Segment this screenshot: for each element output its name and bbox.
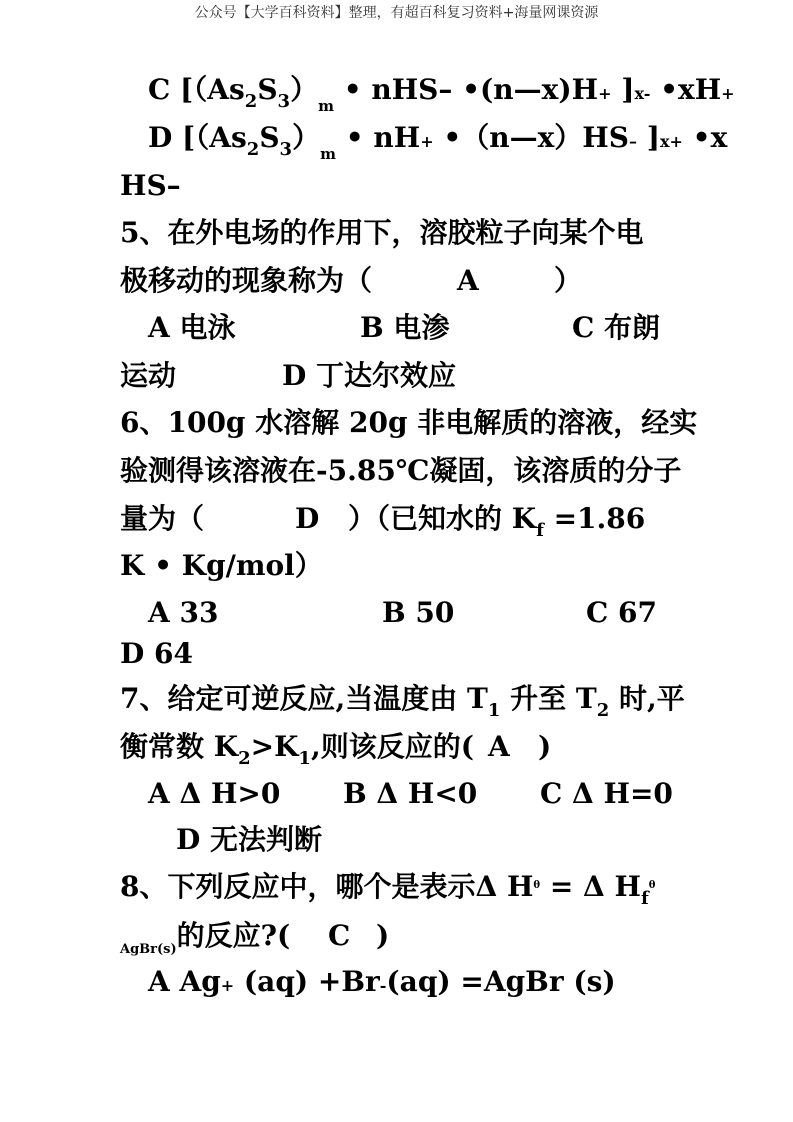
q6-answer: D [295, 502, 320, 535]
q5-line4: 运动 [120, 359, 177, 392]
q8-line2: $_{AgBr(s)}$的反应?( [120, 919, 291, 957]
q7-option-b: B Δ H<0 [343, 777, 478, 810]
q7-line1: 7、给定可逆反应,当温度由 $T_1$ 升至 $T_2$ 时,平 [120, 682, 685, 721]
q6-line2: 验测得该溶液在-5.85℃凝固，该溶质的分子 [120, 454, 682, 487]
q6-option-b: B 50 [382, 596, 455, 629]
q8-answer: C [328, 919, 351, 952]
q8-close: ) [376, 919, 390, 952]
q8-line1: 8、下列反应中，哪个是表示Δ $H^\theta = \Delta$ $H_f^\theta$ [120, 870, 656, 909]
option-c-formula: C [$(As_2S_3)_m$ • nHS– •(n—x)H+ ]x- •xH+ [148, 73, 735, 115]
q7-option-a: A Δ H>0 [148, 777, 281, 810]
q6-line1: 6、100g 水溶解 20g 非电解质的溶液，经实 [120, 406, 698, 439]
q5-line2: 极移动的现象称为（ [120, 264, 373, 297]
q8-option-a: A Ag+ (aq) +Br-(aq) =AgBr (s) [148, 965, 616, 998]
option-d-formula: D [$(As_2S_3)_m$ • nH+ •（n—x）HS– ]x+ •x [148, 121, 728, 163]
q7-option-d: D 无法判断 [176, 823, 323, 856]
q5-answer: A [457, 264, 479, 297]
q5-line1: 5、在外电场的作用下，溶胶粒子向某个电 [120, 216, 644, 249]
q5-option-b: B 电渗 [360, 311, 450, 344]
q6-option-a: A 33 [148, 596, 219, 629]
page-header-watermark: 公众号【大学百科资料】整理，有超百科复习资料+海量网课资源 [194, 5, 599, 21]
q5-close: ） [554, 264, 583, 297]
q6-option-d: D 64 [120, 637, 193, 670]
q7-close: ) [538, 730, 552, 763]
q6-line3b: ）（已知水的 $K_f =1.86$ [348, 502, 646, 541]
q6-line3a: 量为（ [120, 502, 205, 535]
q5-option-c: C 布朗 [572, 311, 661, 344]
q5-option-d: D 丁达尔效应 [282, 359, 457, 392]
q7-answer: A [488, 730, 510, 763]
q6-option-c: C 67 [586, 596, 657, 629]
q5-option-a: A 电泳 [148, 311, 236, 344]
q7-option-c: C Δ H=0 [540, 777, 673, 810]
option-d-formula-cont: HS– [120, 169, 181, 202]
q6-line4: K • Kg/mol） [120, 549, 323, 582]
q7-line2: 衡常数 $K_2>K_1$,则该反应的( [120, 730, 474, 769]
